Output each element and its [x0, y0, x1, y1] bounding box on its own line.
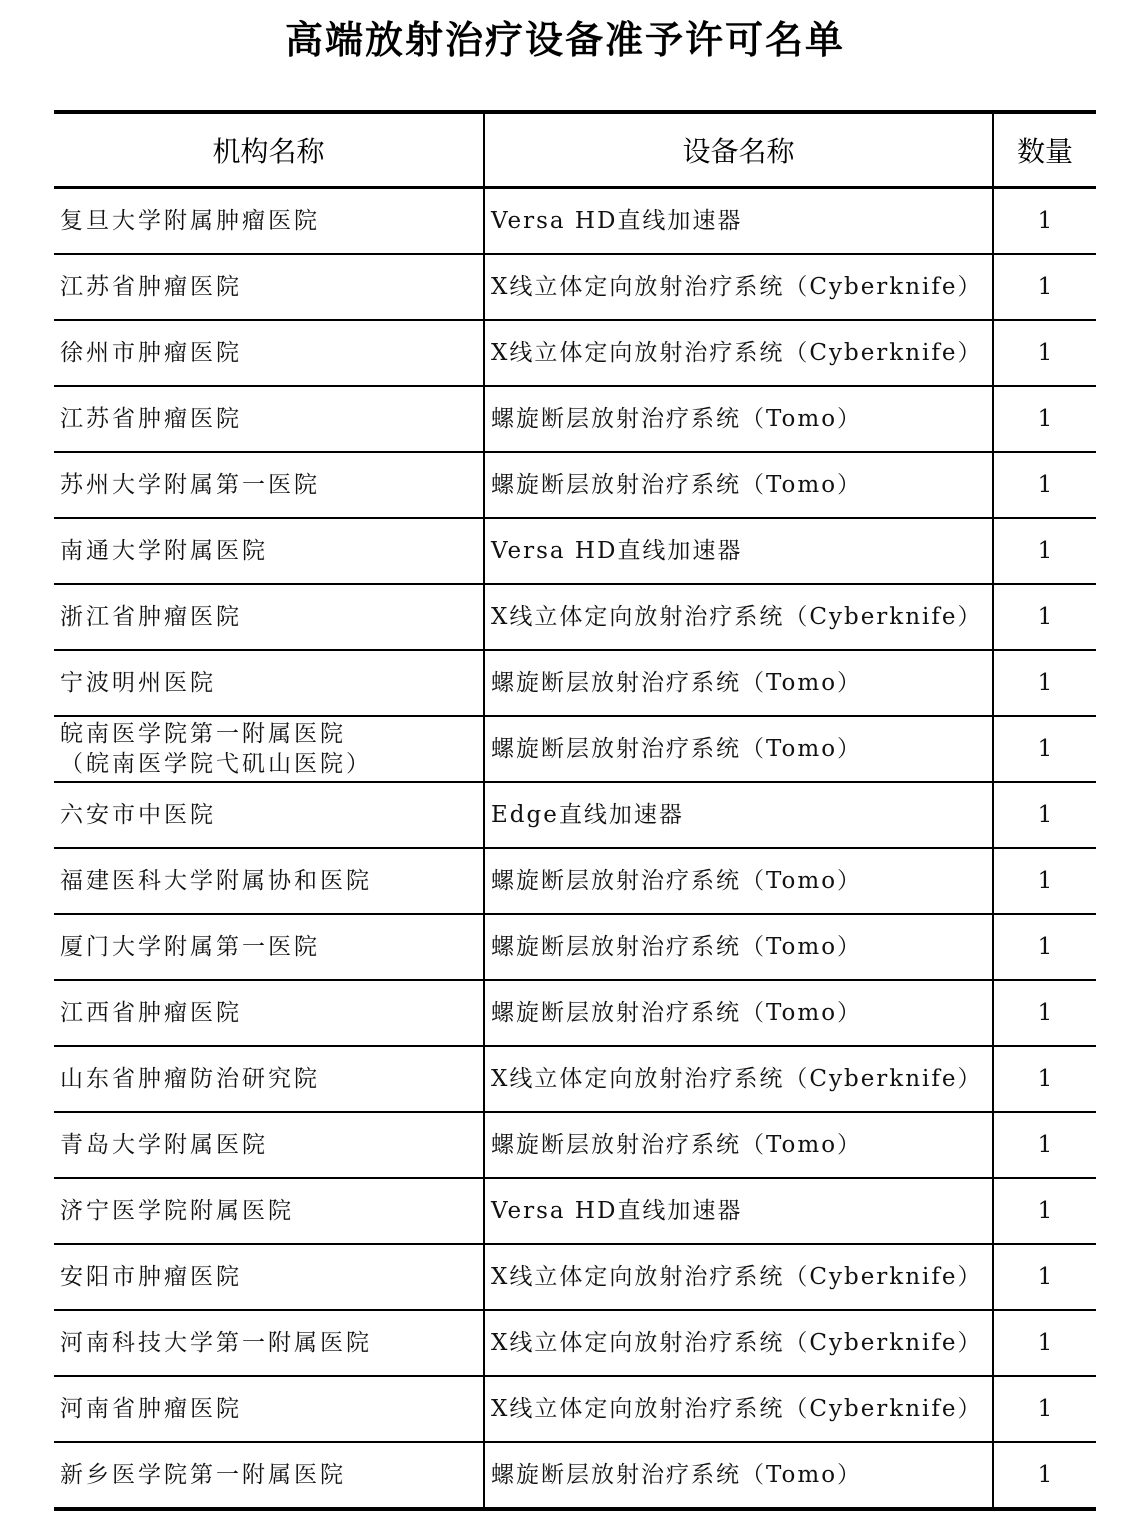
- device-name-cell: Versa HD直线加速器: [484, 188, 993, 255]
- quantity-cell: 1: [993, 848, 1096, 914]
- table-row: [54, 716, 1096, 782]
- organization-cell: [54, 1112, 484, 1178]
- quantity-cell: 1: [993, 1442, 1096, 1509]
- organization-name: 新乡医学院第一附属医院: [60, 1462, 346, 1488]
- table-row: [54, 584, 1096, 650]
- quantity-cell: 1: [993, 782, 1096, 848]
- column-header-device: 设备名称: [484, 112, 993, 188]
- device-name-cell: X线立体定向放射治疗系统（Cyberknife）: [484, 584, 993, 650]
- table-row: [54, 650, 1096, 716]
- column-header-organization: 机构名称: [54, 112, 484, 188]
- device-name-cell: 螺旋断层放射治疗系统（Tomo）: [484, 848, 993, 914]
- quantity-cell: 1: [993, 650, 1096, 716]
- organization-name: 南通大学附属医院: [60, 538, 268, 564]
- organization-name: 山东省肿瘤防治研究院: [60, 1066, 320, 1092]
- table-row: [54, 386, 1096, 452]
- table-row: [54, 518, 1096, 584]
- organization-cell: [54, 650, 484, 716]
- organization-cell: [54, 1178, 484, 1244]
- quantity-cell: 1: [993, 188, 1096, 255]
- organization-name: 浙江省肿瘤医院: [60, 604, 242, 630]
- table-row: [54, 1178, 1096, 1244]
- device-name-cell: 螺旋断层放射治疗系统（Tomo）: [484, 452, 993, 518]
- quantity-cell: 1: [993, 584, 1096, 650]
- device-name-cell: 螺旋断层放射治疗系统（Tomo）: [484, 716, 993, 782]
- organization-cell: [54, 1442, 484, 1509]
- organization-cell: [54, 914, 484, 980]
- organization-name: 江苏省肿瘤医院: [60, 274, 242, 300]
- organization-cell: [54, 782, 484, 848]
- table-row: [54, 1244, 1096, 1310]
- organization-cell: [54, 386, 484, 452]
- table-row: [54, 452, 1096, 518]
- device-name-cell: 螺旋断层放射治疗系统（Tomo）: [484, 650, 993, 716]
- device-name-cell: 螺旋断层放射治疗系统（Tomo）: [484, 980, 993, 1046]
- organization-name: 河南科技大学第一附属医院: [60, 1330, 372, 1356]
- device-name-cell: X线立体定向放射治疗系统（Cyberknife）: [484, 1376, 993, 1442]
- table-row: [54, 1310, 1096, 1376]
- quantity-cell: 1: [993, 518, 1096, 584]
- organization-name: 六安市中医院: [60, 802, 216, 828]
- organization-cell: [54, 980, 484, 1046]
- table-row: [54, 914, 1096, 980]
- table-row: [54, 980, 1096, 1046]
- organization-name: 宁波明州医院: [60, 670, 216, 696]
- table-row: [54, 848, 1096, 914]
- device-name-cell: X线立体定向放射治疗系统（Cyberknife）: [484, 1046, 993, 1112]
- organization-name: 苏州大学附属第一医院: [60, 472, 320, 498]
- organization-cell: [54, 254, 484, 320]
- organization-name: 皖南医学院第一附属医院: [60, 721, 346, 747]
- organization-name: 江苏省肿瘤医院: [60, 406, 242, 432]
- quantity-cell: 1: [993, 254, 1096, 320]
- permit-list-table: [54, 110, 1096, 1511]
- quantity-cell: 1: [993, 320, 1096, 386]
- organization-cell: [54, 188, 484, 255]
- organization-name: 青岛大学附属医院: [60, 1132, 268, 1158]
- quantity-cell: 1: [993, 1178, 1096, 1244]
- organization-cell: [54, 716, 484, 782]
- organization-name: 江西省肿瘤医院: [60, 1000, 242, 1026]
- device-name-cell: 螺旋断层放射治疗系统（Tomo）: [484, 1112, 993, 1178]
- organization-cell: [54, 1310, 484, 1376]
- device-name-cell: X线立体定向放射治疗系统（Cyberknife）: [484, 1244, 993, 1310]
- device-name-cell: 螺旋断层放射治疗系统（Tomo）: [484, 1442, 993, 1509]
- organization-cell: [54, 452, 484, 518]
- device-name-cell: X线立体定向放射治疗系统（Cyberknife）: [484, 1310, 993, 1376]
- organization-name: 济宁医学院附属医院: [60, 1198, 294, 1224]
- organization-cell: [54, 848, 484, 914]
- device-name-cell: Versa HD直线加速器: [484, 518, 993, 584]
- table-body: [54, 188, 1096, 1510]
- device-name-cell: X线立体定向放射治疗系统（Cyberknife）: [484, 320, 993, 386]
- column-header-quantity: 数量: [993, 112, 1096, 188]
- device-name-cell: 螺旋断层放射治疗系统（Tomo）: [484, 386, 993, 452]
- table-row: [54, 1046, 1096, 1112]
- quantity-cell: 1: [993, 1112, 1096, 1178]
- organization-name: 厦门大学附属第一医院: [60, 934, 320, 960]
- organization-name: 复旦大学附属肿瘤医院: [60, 208, 320, 234]
- table-row: [54, 1376, 1096, 1442]
- table-row: [54, 188, 1096, 255]
- device-name-cell: Versa HD直线加速器: [484, 1178, 993, 1244]
- quantity-cell: 1: [993, 980, 1096, 1046]
- organization-cell: [54, 320, 484, 386]
- table-row: [54, 320, 1096, 386]
- organization-name: （皖南医学院弋矶山医院）: [60, 751, 372, 777]
- organization-cell: [54, 518, 484, 584]
- organization-cell: [54, 1244, 484, 1310]
- table-header-row: [54, 112, 1096, 188]
- quantity-cell: 1: [993, 1376, 1096, 1442]
- table-row: [54, 782, 1096, 848]
- organization-cell: [54, 1376, 484, 1442]
- organization-name: 福建医科大学附属协和医院: [60, 868, 372, 894]
- organization-name: 徐州市肿瘤医院: [60, 340, 242, 366]
- organization-name: 安阳市肿瘤医院: [60, 1264, 242, 1290]
- quantity-cell: 1: [993, 1310, 1096, 1376]
- table-row: [54, 254, 1096, 320]
- organization-name: 河南省肿瘤医院: [60, 1396, 242, 1422]
- quantity-cell: 1: [993, 1244, 1096, 1310]
- device-name-cell: 螺旋断层放射治疗系统（Tomo）: [484, 914, 993, 980]
- quantity-cell: 1: [993, 1046, 1096, 1112]
- table-row: [54, 1442, 1096, 1509]
- device-name-cell: Edge直线加速器: [484, 782, 993, 848]
- organization-cell: [54, 1046, 484, 1112]
- quantity-cell: 1: [993, 716, 1096, 782]
- quantity-cell: 1: [993, 386, 1096, 452]
- table-row: [54, 1112, 1096, 1178]
- quantity-cell: 1: [993, 452, 1096, 518]
- organization-cell: [54, 584, 484, 650]
- document-title: 高端放射治疗设备准予许可名单: [284, 18, 845, 62]
- quantity-cell: 1: [993, 914, 1096, 980]
- device-name-cell: X线立体定向放射治疗系统（Cyberknife）: [484, 254, 993, 320]
